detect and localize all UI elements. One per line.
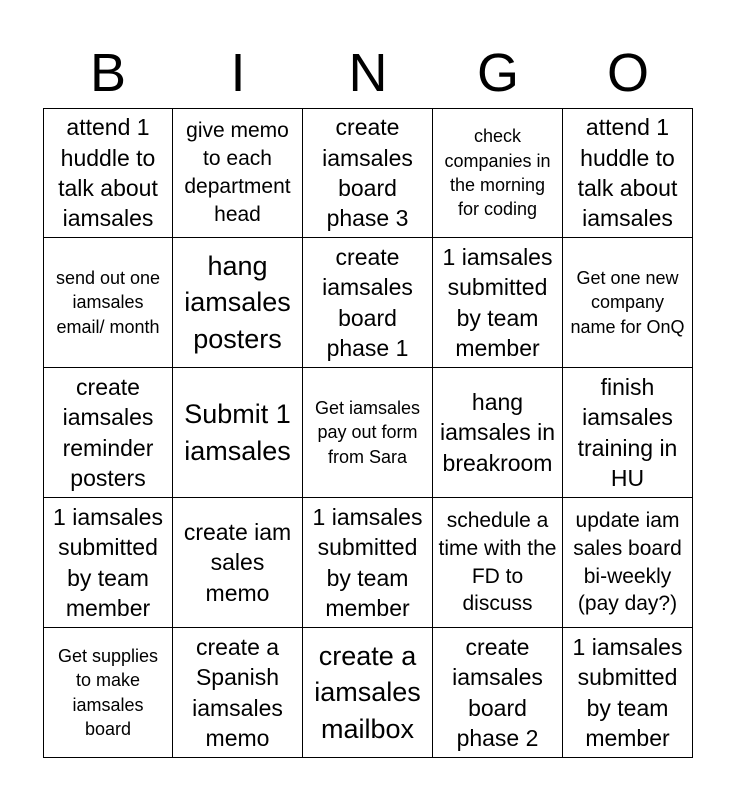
header-letter-g: G	[476, 43, 519, 103]
bingo-cell: create iamsales board phase 2	[433, 628, 563, 758]
header-letter-i: I	[230, 43, 246, 103]
bingo-cell: hang iamsales in breakroom	[433, 368, 563, 498]
bingo-cell: create iamsales board phase 3	[303, 108, 433, 238]
bingo-cell: 1 iamsales submitted by team member	[433, 238, 563, 368]
bingo-cell: check companies in the morning for coding	[433, 108, 563, 238]
bingo-cell: attend 1 huddle to talk about iamsales	[43, 108, 173, 238]
bingo-cell: Submit 1 iamsales	[173, 368, 303, 498]
bingo-cell: 1 iamsales submitted by team member	[563, 628, 693, 758]
bingo-cell: hang iamsales posters	[173, 238, 303, 368]
bingo-cell: create iamsales board phase 1	[303, 238, 433, 368]
bingo-cell: 1 iamsales submitted by team member	[303, 498, 433, 628]
bingo-cell: Get iamsales pay out form from Sara	[303, 368, 433, 498]
bingo-cell: Get supplies to make iamsales board	[43, 628, 173, 758]
bingo-cell: create a iamsales mailbox	[303, 628, 433, 758]
bingo-cell: give memo to each department head	[173, 108, 303, 238]
bingo-cell: create iamsales reminder posters	[43, 368, 173, 498]
bingo-cell: attend 1 huddle to talk about iamsales	[563, 108, 693, 238]
header-letter-o: O	[606, 43, 649, 103]
bingo-cell: schedule a time with the FD to discuss	[433, 498, 563, 628]
header-letter-n: N	[348, 43, 388, 103]
bingo-header	[43, 38, 693, 108]
bingo-board	[43, 108, 693, 758]
bingo-cell: Get one new company name for OnQ	[563, 238, 693, 368]
bingo-cell: send out one iamsales email/ month	[43, 238, 173, 368]
bingo-cell: 1 iamsales submitted by team member	[43, 498, 173, 628]
bingo-cell: update iam sales board bi-weekly (pay day?)	[563, 498, 693, 628]
bingo-cell: create iam sales memo	[173, 498, 303, 628]
bingo-cell: create a Spanish iamsales memo	[173, 628, 303, 758]
bingo-cell: finish iamsales training in HU	[563, 368, 693, 498]
header-letter-b: B	[89, 43, 127, 103]
